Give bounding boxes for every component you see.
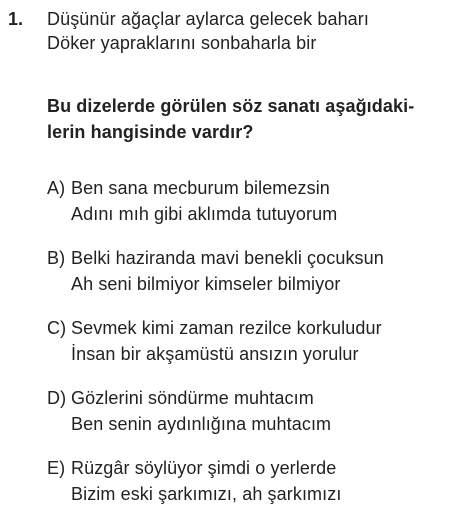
stem-line: Düşünür ağaçlar aylarca gelecek baharı — [47, 9, 369, 29]
option-text: Rüzgâr söylüyor şimdi o yerlerde — [71, 458, 337, 478]
option-text: Sevmek kimi zaman rezilce korkuludur — [71, 318, 382, 338]
stem-line: Döker yapraklarını sonbaharla bir — [47, 33, 317, 53]
option-letter: C) — [47, 318, 67, 338]
option-line — [47, 245, 447, 271]
option-text: Ah seni bilmiyor kimseler bilmiyor — [71, 274, 341, 294]
option-letter: E) — [47, 458, 66, 478]
option-d[interactable] — [47, 385, 447, 437]
prompt-line: Bu dizelerde görülen söz sanatı aşağıdaki- — [47, 96, 415, 116]
option-line — [47, 315, 447, 341]
option-e[interactable] — [47, 455, 447, 507]
option-text: Belki haziranda mavi benekli çocuksun — [71, 248, 384, 268]
option-line — [47, 175, 447, 201]
option-text: Ben sana mecburum bilemezsin — [71, 178, 330, 198]
option-letter: A) — [47, 178, 66, 198]
question-prompt — [47, 93, 414, 145]
option-text: Gözlerini söndürme muhtacım — [71, 388, 314, 408]
option-text: Adını mıh gibi aklımda tutuyorum — [71, 204, 338, 224]
option-text: Ben senin aydınlığına muhtacım — [71, 414, 332, 434]
option-line — [47, 385, 447, 411]
option-line — [47, 455, 447, 481]
option-c[interactable] — [47, 315, 447, 367]
option-b[interactable] — [47, 245, 447, 297]
question-number: 1. — [8, 9, 24, 29]
prompt-line: lerin hangisinde vardır? — [47, 122, 254, 142]
option-a[interactable] — [47, 175, 447, 227]
option-text: Bizim eski şarkımızı, ah şarkımızı — [71, 484, 342, 504]
question-stem — [47, 7, 369, 55]
option-letter: D) — [47, 388, 67, 408]
option-letter: B) — [47, 248, 66, 268]
option-text: İnsan bir akşamüstü ansızın yorulur — [71, 344, 359, 364]
